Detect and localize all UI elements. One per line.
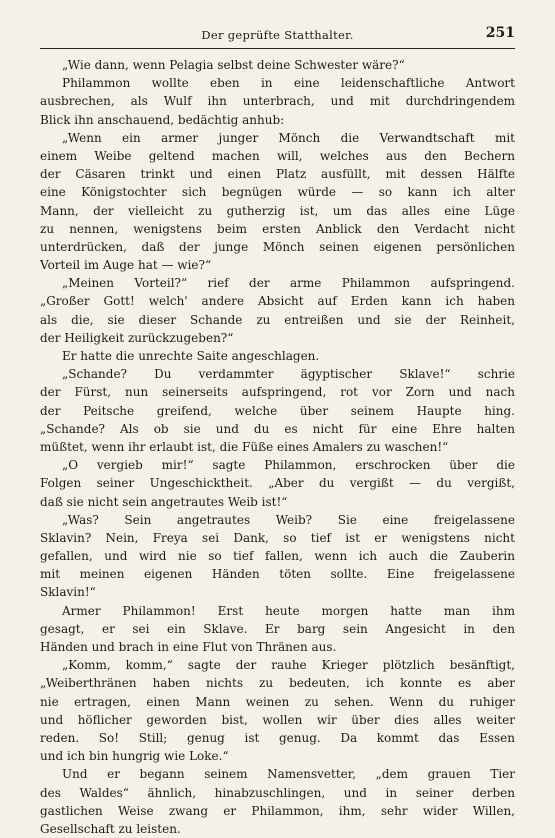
- text-line: Er hatte die unrechte Saite angeschlagen.: [62, 349, 320, 363]
- text-line: „Was? Sein angetrautes Weib? Sie eine freigelassene: [62, 512, 515, 527]
- text-line: als die, sie dieser Schande zu entreißen und sie der Reinheit,: [40, 312, 515, 327]
- text-line: der Fürst, nun seinerseits aufspringend, rot vor Zorn und nach: [40, 385, 515, 400]
- text-line: und höflicher geworden bist, wollen wir über dies alles weiter: [40, 712, 515, 727]
- running-head: Der geprüfte Statthalter.: [201, 28, 354, 42]
- text-line: zu nennen, wenigstens beim ersten Anblick den Verdacht nicht: [40, 221, 515, 236]
- text-line: „Wie dann, wenn Pelagia selbst deine Schwester wäre?“: [62, 58, 405, 72]
- text-line: „Großer Gott! welch' andere Absicht auf Erden kann ich haben: [40, 294, 515, 309]
- text-line: „Wenn ein armer junger Mönch die Verwandtschaft mit: [62, 130, 515, 145]
- text-line: der Peitsche greifend, welche über seinem Haupte hing.: [40, 403, 515, 418]
- text-line: unterdrücken, daß der junge Mönch seinen eigenen persönlichen: [40, 239, 515, 254]
- text-line: gefallen, und wird nie so tief fallen, wenn ich auch die Zauberin: [40, 549, 515, 564]
- text-line: „Komm, komm,“ sagte der rauhe Krieger plötzlich besänftigt,: [62, 658, 515, 673]
- text-line: Armer Philammon! Erst heute morgen hatte man ihm: [62, 603, 515, 618]
- text-line: Vorteil im Auge hat — wie?“: [40, 258, 212, 273]
- text-line: eine Königstochter sich begnügen würde — so kann ich alter: [40, 185, 515, 200]
- text-line: „Schande? Du verdammter ägyptischer Sklave!“ schrie: [62, 367, 515, 382]
- text-line: Philammon wollte eben in eine leidenschaftliche Antwort: [62, 76, 515, 91]
- text-line: und ich bin hungrig wie Loke.“: [40, 749, 229, 764]
- text-line: Mann, der vielleicht zu gutherzig ist, um das alles eine Lüge: [40, 203, 515, 218]
- text-line: „Weiberthränen haben nichts zu bedeuten, ich konnte es aber: [40, 676, 515, 691]
- page-number: 251: [485, 25, 515, 41]
- text-line: mit meinen eigenen Händen töten sollte. Eine freigelassene: [40, 567, 515, 582]
- page-header: [40, 24, 515, 48]
- text-line: gesagt, er sei ein Sklave. Er barg sein Angesicht in den: [40, 621, 515, 636]
- text-line: des Waldes“ ähnlich, hinabzuschlingen, und in seiner derben: [40, 785, 515, 800]
- text-line: „Schande? Als ob sie und du es nicht für eine Ehre halten: [40, 421, 515, 436]
- text-line: „Meinen Vorteil?“ rief der arme Philammon aufspringend.: [62, 276, 515, 291]
- text-line: Sklavin? Nein, Freya sei Dank, so tief ist er wenigstens nicht: [40, 530, 515, 545]
- text-line: Blick ihn anschauend, bedächtig anhub:: [40, 112, 285, 127]
- text-line: reden. So! Still; genug ist genug. Da kommt das Essen: [40, 730, 515, 745]
- text-line: Sklavin!“: [40, 585, 96, 600]
- text-line: ausbrechen, als Wulf ihn unterbrach, und mit durchdringendem: [40, 94, 515, 109]
- text-line: nie ertragen, einen Mann weinen zu sehen. Wenn du ruhiger: [40, 694, 515, 709]
- text-line: Händen und brach in eine Flut von Thränen aus.: [40, 640, 337, 654]
- text-line: der Cäsaren trinkt und einen Platz ausfüllt, mit dessen Hälfte: [40, 167, 515, 182]
- text-line: daß sie nicht sein angetrautes Weib ist!“: [40, 494, 288, 509]
- text-line: müßtet, wenn ihr erlaubt ist, die Füße eines Amalers zu waschen!“: [40, 439, 449, 454]
- text-line: einem Weibe geltend machen will, welches aus den Bechern: [40, 148, 515, 163]
- body-text: [40, 56, 515, 838]
- text-line: gastlichen Weise zwang er Philammon, ihm, sehr wider Willen,: [40, 803, 515, 818]
- text-line: Folgen seiner Ungeschicktheit. „Aber du vergißt — du vergißt,: [40, 476, 515, 491]
- text-line: Gesellschaft zu leisten.: [40, 821, 181, 836]
- text-line: „O vergieb mir!“ sagte Philammon, erschrocken über die: [62, 458, 515, 473]
- text-line: Und er begann seinem Namensvetter, „dem grauen Tier: [62, 767, 515, 782]
- header-rule: [40, 48, 515, 49]
- text-line: der Heiligkeit zurückzugeben?“: [40, 330, 234, 345]
